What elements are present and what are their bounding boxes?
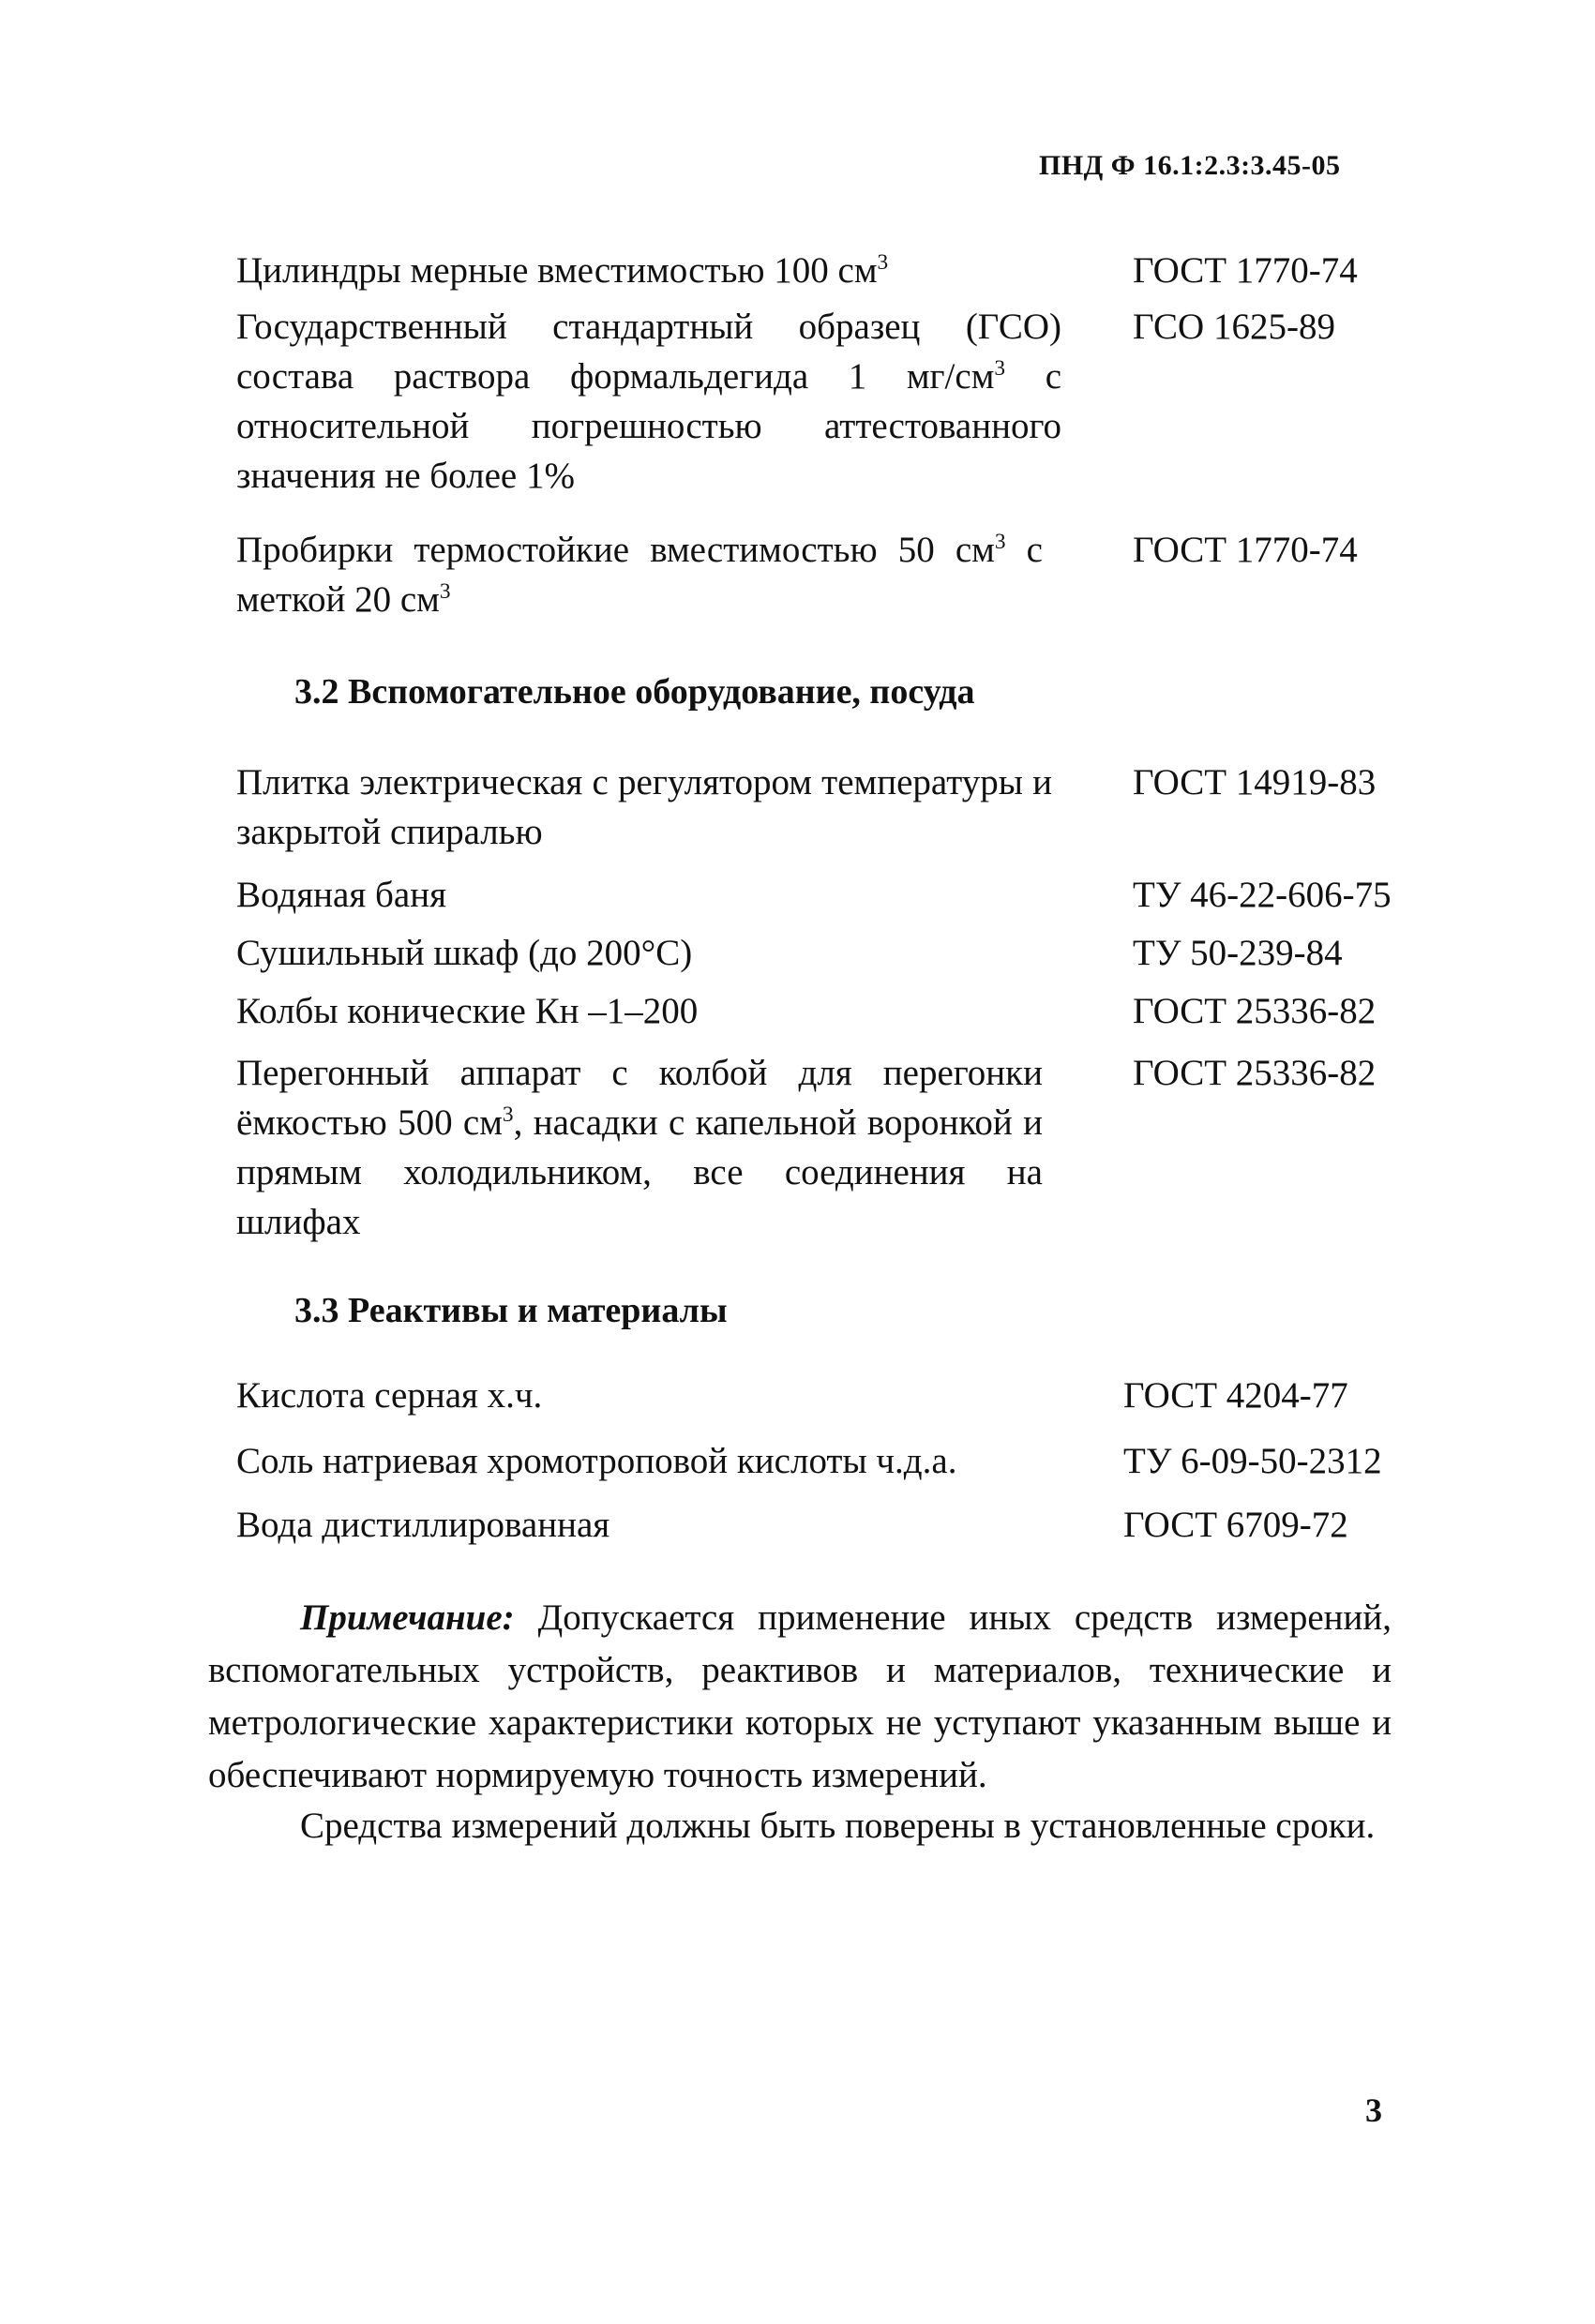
instruments-list	[0, 246, 1595, 637]
section-heading: 3.2 Вспомогательное оборудование, посуда	[294, 672, 975, 712]
section-heading: 3.3 Реактивы и материалы	[294, 1291, 728, 1330]
item-name: Перегонный аппарат с колбой для перегонки ёмкостью 500 $см^3$, насадки с капельной воронкой и прямым холодильником, все соединения на шлифах	[236, 1053, 1043, 1242]
item-name: Цилиндры мерные вместимостью 100 $см^3$	[236, 250, 889, 291]
equipment-list	[0, 757, 1595, 1273]
item-standard: ГОСТ 6709-72	[1123, 1505, 1348, 1545]
list-item	[0, 928, 1595, 986]
list-item	[0, 246, 1595, 302]
item-standard: ГОСТ 1770-74	[1133, 530, 1358, 570]
list-item	[0, 525, 1595, 637]
item-name: Кислота серная х.ч.	[236, 1375, 543, 1416]
list-item	[0, 302, 1595, 525]
item-name: Колбы конические Кн –1–200	[236, 991, 699, 1031]
item-standard: ТУ 6-09-50-2312	[1123, 1441, 1382, 1481]
reagents-list	[0, 1371, 1595, 1558]
item-standard: ТУ 46-22-606-75	[1133, 875, 1392, 915]
item-standard: ГОСТ 25336-82	[1133, 1053, 1377, 1093]
item-name: Вода дистиллированная	[236, 1505, 610, 1545]
item-name: Государственный стандартный образец (ГСО) состава раствора формальдегида 1 $мг/см^3$ с относительной погрешностью аттестованного значения не более 1%	[236, 307, 1062, 496]
verification-paragraph: Средства измерений должны быть поверены в установленные сроки.	[300, 1806, 1376, 1846]
page-header-code: ПНД Ф 16.1:2.3:3.45-05	[1039, 150, 1341, 181]
item-standard: ГОСТ 4204-77	[1123, 1375, 1348, 1416]
list-item	[0, 870, 1595, 928]
list-item	[0, 1500, 1595, 1558]
list-item	[0, 757, 1595, 870]
item-name: Плитка электрическая с регулятором температуры и закрытой спиралью	[236, 762, 1052, 852]
item-name: Пробирки термостойкие вместимостью 50 $см^3$ с меткой 20 $см^3$	[236, 530, 1043, 620]
item-standard: ТУ 50-239-84	[1133, 933, 1343, 973]
page-number: 3	[1365, 2092, 1382, 2129]
note-text: Допускается применение иных средств измерений, вспомогательных устройств, реактивов и материалов, технические и метрологические характеристики которых не уступают указанным выше и обеспечивают нормируемую точность измерений.	[208, 1597, 1392, 1795]
item-standard: ГСО 1625-89	[1133, 307, 1335, 347]
item-standard: ГОСТ 25336-82	[1133, 991, 1377, 1031]
list-item	[0, 1048, 1595, 1273]
item-name: Водяная баня	[236, 875, 447, 915]
note-paragraph	[208, 1592, 1392, 1802]
item-standard: ГОСТ 14919-83	[1133, 762, 1377, 802]
list-item	[0, 986, 1595, 1048]
note-label: Примечание:	[300, 1597, 515, 1638]
list-item	[0, 1371, 1595, 1436]
list-item	[0, 1436, 1595, 1500]
item-name: Сушильный шкаф (до 200°С)	[236, 933, 693, 973]
item-name: Соль натриевая хромотроповой кислоты ч.д.а.	[236, 1441, 957, 1481]
item-standard: ГОСТ 1770-74	[1133, 250, 1358, 291]
